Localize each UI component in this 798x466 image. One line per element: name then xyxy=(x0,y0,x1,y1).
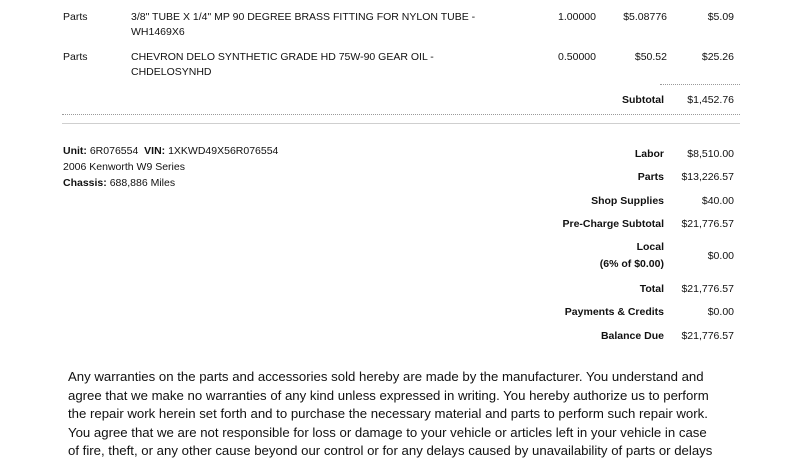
line-item-qty: 1.00000 xyxy=(558,11,596,23)
local-tax-sublabel: (6% of $0.00) xyxy=(599,258,664,270)
labor-label: Labor xyxy=(634,148,664,160)
line-item-part-number: WH1469X6 xyxy=(131,26,185,38)
section-divider-solid xyxy=(62,123,740,124)
vin-value: 1XKWD49X56R076554 xyxy=(168,145,279,157)
line-item-description: 3/8" TUBE X 1/4" MP 90 DEGREE BRASS FITTING FOR NYLON TUBE - xyxy=(131,11,476,23)
payments-credits-value: $0.00 xyxy=(707,306,734,318)
warranty-disclaimer xyxy=(68,368,738,461)
pre-charge-subtotal-value: $21,776.57 xyxy=(681,218,734,230)
total-value: $21,776.57 xyxy=(681,283,734,295)
total-label: Total xyxy=(639,283,664,295)
line-item-unit-price: $5.08776 xyxy=(623,11,667,23)
subtotal-rule xyxy=(660,84,740,85)
shop-supplies-label: Shop Supplies xyxy=(591,195,664,207)
subtotal-label: Subtotal xyxy=(622,94,664,106)
unit-line xyxy=(63,145,278,157)
parts-label: Parts xyxy=(637,171,664,183)
warranty-line: agree that we make no warranties of any kind unless expressed in writing. You hereby authorize us to perform xyxy=(68,387,709,403)
labor-value: $8,510.00 xyxy=(687,148,734,160)
parts-value: $13,226.57 xyxy=(681,171,734,183)
chassis-value: 688,886 Miles xyxy=(109,177,176,189)
warranty-line: You agree that we are not responsible for loss or damage to your vehicle or articles left in your vehicle in case xyxy=(68,424,707,440)
warranty-line: the repair work herein set forth and to purchase the necessary material and parts to perform such repair work. xyxy=(68,406,708,421)
line-item-qty: 0.50000 xyxy=(558,51,596,63)
section-divider xyxy=(62,114,740,115)
line-item-unit-price: $50.52 xyxy=(634,51,667,63)
vin-label: VIN: xyxy=(144,145,166,157)
warranty-line: Any warranties on the parts and accessories sold hereby are made by the manufacturer. You understand and xyxy=(68,369,704,384)
subtotal-value: $1,452.76 xyxy=(687,94,734,106)
shop-supplies-value: $40.00 xyxy=(701,195,734,207)
vehicle-model: 2006 Kenworth W9 Series xyxy=(63,161,185,173)
unit-label: Unit: xyxy=(63,145,87,157)
line-item-part-number: CHDELOSYNHD xyxy=(131,66,212,78)
payments-credits-label: Payments & Credits xyxy=(564,306,664,318)
line-item-description: CHEVRON DELO SYNTHETIC GRADE HD 75W-90 GEAR OIL - xyxy=(131,51,434,63)
line-item-type: Parts xyxy=(63,11,88,23)
line-item-amount: $5.09 xyxy=(707,11,734,23)
unit-value: 6R076554 xyxy=(89,145,139,157)
chassis-label: Chassis: xyxy=(63,177,107,189)
chassis-line xyxy=(63,177,175,189)
pre-charge-subtotal-label: Pre-Charge Subtotal xyxy=(562,218,664,230)
warranty-line: of fire, theft, or any other cause beyond our control or for any delays caused by unavailability of parts or delays xyxy=(68,443,713,458)
local-tax-label: Local xyxy=(636,241,664,253)
balance-due-value: $21,776.57 xyxy=(681,330,734,342)
line-item-amount: $25.26 xyxy=(701,51,734,63)
line-item-type: Parts xyxy=(63,51,88,63)
local-tax-value: $0.00 xyxy=(707,250,734,262)
balance-due-label: Balance Due xyxy=(600,330,664,342)
